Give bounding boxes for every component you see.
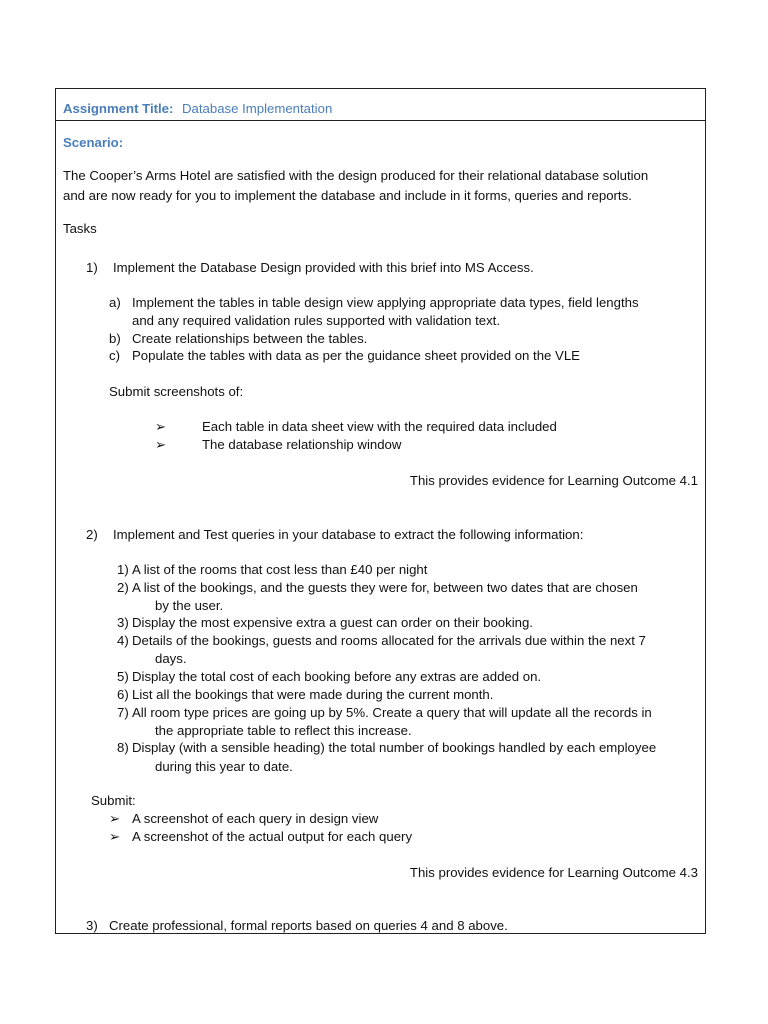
query-4-number: 4) bbox=[117, 633, 129, 648]
assignment-title-value: Database Implementation bbox=[182, 101, 333, 116]
query-2-line1: A list of the bookings, and the guests they were for, between two dates that are chosen bbox=[132, 580, 638, 595]
assignment-title-label: Assignment Title: bbox=[63, 101, 174, 116]
query-7-line1: All room type prices are going up by 5%. Create a query that will update all the records in bbox=[132, 705, 652, 720]
scenario-text-line1: The Cooper’s Arms Hotel are satisfied with the design produced for their relational database solution bbox=[63, 168, 649, 183]
query-2-number: 2) bbox=[117, 580, 129, 595]
task1-text: Implement the Database Design provided with this brief into MS Access. bbox=[113, 260, 534, 275]
query-8-line1: Display (with a sensible heading) the total number of bookings handled by each employee bbox=[132, 740, 657, 755]
assignment-brief-table bbox=[55, 88, 706, 934]
query-1-number: 1) bbox=[117, 562, 129, 577]
query-4-line1: Details of the bookings, guests and rooms allocated for the arrivals due within the next 7 bbox=[132, 633, 646, 648]
task1-sub-a-line1: Implement the tables in table design view applying appropriate data types, field lengths bbox=[132, 295, 639, 310]
task1-sub-c-line1: Populate the tables with data as per the guidance sheet provided on the VLE bbox=[132, 348, 580, 363]
query-6-line1: List all the bookings that were made during the current month. bbox=[132, 687, 494, 702]
query-6-number: 6) bbox=[117, 687, 129, 702]
task2-submit-label: Submit: bbox=[91, 793, 136, 808]
query-7-number: 7) bbox=[117, 705, 129, 720]
query-7-line2: the appropriate table to reflect this increase. bbox=[155, 723, 412, 738]
query-1-line1: A list of the rooms that cost less than £40 per night bbox=[132, 562, 428, 577]
arrow-bullet-icon: ➢ bbox=[109, 829, 121, 844]
task3-text: Create professional, formal reports based on queries 4 and 8 above. bbox=[109, 918, 508, 933]
task1-sub-b-letter: b) bbox=[109, 331, 121, 346]
task3-number: 3) bbox=[86, 918, 98, 933]
arrow-bullet-icon: ➢ bbox=[155, 419, 167, 434]
query-3-line1: Display the most expensive extra a guest can order on their booking. bbox=[132, 615, 533, 630]
task2-text: Implement and Test queries in your database to extract the following information: bbox=[113, 527, 584, 542]
task2-bullet-2: A screenshot of the actual output for each query bbox=[132, 829, 413, 844]
arrow-bullet-icon: ➢ bbox=[109, 811, 121, 826]
task1-sub-a-line2: and any required validation rules supported with validation text. bbox=[132, 313, 501, 328]
task1-sub-c-letter: c) bbox=[109, 348, 120, 363]
task1-sub-b-line1: Create relationships between the tables. bbox=[132, 331, 368, 346]
query-3-number: 3) bbox=[117, 615, 129, 630]
query-8-line2: during this year to date. bbox=[155, 759, 293, 774]
task1-number: 1) bbox=[86, 260, 98, 275]
query-2-line2: by the user. bbox=[155, 598, 224, 613]
arrow-bullet-icon: ➢ bbox=[155, 437, 167, 452]
query-5-line1: Display the total cost of each booking before any extras are added on. bbox=[132, 669, 542, 684]
query-4-line2: days. bbox=[155, 651, 187, 666]
task2-evidence: This provides evidence for Learning Outcome 4.3 bbox=[409, 865, 698, 880]
task1-bullet-1: Each table in data sheet view with the required data included bbox=[202, 419, 557, 434]
tasks-heading: Tasks bbox=[63, 221, 97, 236]
task2-number: 2) bbox=[86, 527, 98, 542]
scenario-heading: Scenario: bbox=[63, 135, 124, 150]
task1-bullet-2: The database relationship window bbox=[202, 437, 402, 452]
task1-evidence: This provides evidence for Learning Outcome 4.1 bbox=[409, 473, 698, 488]
task1-sub-a-letter: a) bbox=[109, 295, 121, 310]
query-8-number: 8) bbox=[117, 740, 129, 755]
task1-submit-label: Submit screenshots of: bbox=[109, 384, 244, 399]
scenario-text-line2: and are now ready for you to implement the database and include in it forms, queries and reports. bbox=[63, 188, 632, 203]
task2-bullet-1: A screenshot of each query in design view bbox=[132, 811, 379, 826]
query-5-number: 5) bbox=[117, 669, 129, 684]
